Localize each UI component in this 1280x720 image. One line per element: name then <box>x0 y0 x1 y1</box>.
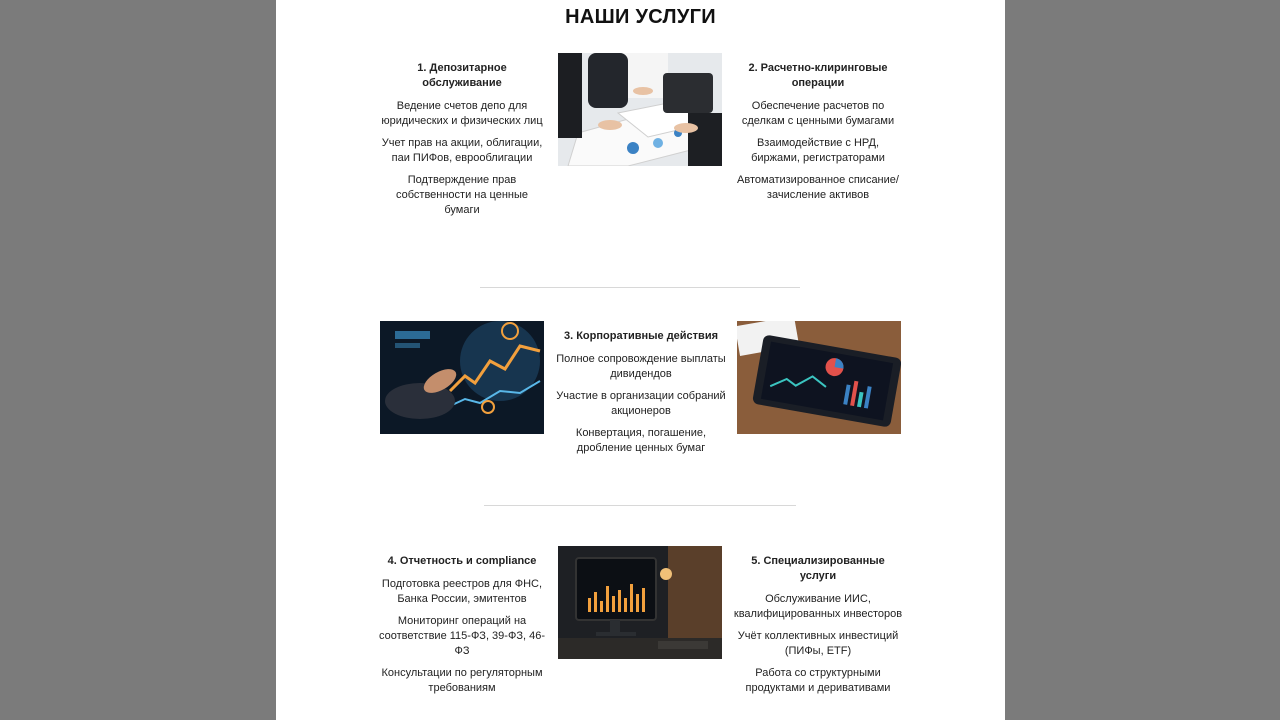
monitor-dashboard-image <box>558 546 722 659</box>
divider-2 <box>484 505 796 506</box>
service-heading-3: 3. Корпоративные действия <box>563 330 719 342</box>
left-gray-margin <box>0 0 276 720</box>
tablet-dashboard-illustration <box>737 321 901 434</box>
service-heading-5: 5. Специализированные услуги <box>751 555 885 582</box>
monitor-dashboard-illustration <box>558 546 722 659</box>
finger-chart-image <box>380 321 544 434</box>
tablet-dashboard-image <box>737 321 901 434</box>
service-1-item-1: Ведение счетов депо для юридических и физических лиц <box>381 100 543 127</box>
right-gray-margin <box>1005 0 1280 720</box>
service-1-item-2: Учет прав на акции, облигации, паи ПИФов, еврооблигации <box>381 137 543 164</box>
service-block-3 <box>556 329 726 463</box>
service-4-item-2: Мониторинг операций на соответствие 115-ФЗ, 39-ФЗ, 46-ФЗ <box>379 615 545 657</box>
service-2-item-1: Обеспечение расчетов по сделкам с ценными бумагами <box>741 100 895 127</box>
service-4-item-1: Подготовка реестров для ФНС, Банка России, эмитентов <box>381 578 543 605</box>
service-4-item-3: Консультации по регуляторным требованиям <box>381 667 543 694</box>
finger-chart-illustration <box>380 321 544 434</box>
business-meeting-image <box>558 53 722 166</box>
service-3-item-2: Участие в организации собраний акционеров <box>556 390 726 417</box>
service-block-4 <box>377 554 547 703</box>
service-5-item-2: Учёт коллективных инвестиций (ПИФы, ETF) <box>737 630 899 657</box>
divider-1 <box>480 287 800 288</box>
service-3-item-1: Полное сопровождение выплаты дивидендов <box>556 353 726 380</box>
service-heading-2: 2. Расчетно-клиринговые операции <box>748 62 888 89</box>
service-block-2 <box>733 61 903 210</box>
service-block-5 <box>733 554 903 703</box>
service-5-item-1: Обслуживание ИИС, квалифицированных инвесторов <box>733 593 903 620</box>
service-2-item-2: Взаимодействие с НРД, биржами, регистраторами <box>751 137 885 164</box>
service-block-1 <box>377 61 547 225</box>
service-2-item-3: Автоматизированное списание/зачисление активов <box>737 174 899 201</box>
page-title: НАШИ УСЛУГИ <box>565 6 716 28</box>
service-5-item-3: Работа со структурными продуктами и деривативами <box>745 667 891 694</box>
service-3-item-3: Конвертация, погашение, дробление ценных бумаг <box>575 427 707 454</box>
service-heading-1: 1. Депозитарное обслуживание <box>417 62 507 89</box>
service-heading-4: 4. Отчетность и compliance <box>387 555 537 567</box>
business-meeting-illustration <box>558 53 722 166</box>
services-page <box>276 0 1005 720</box>
service-1-item-3: Подтверждение прав собственности на ценные бумаги <box>395 174 529 216</box>
